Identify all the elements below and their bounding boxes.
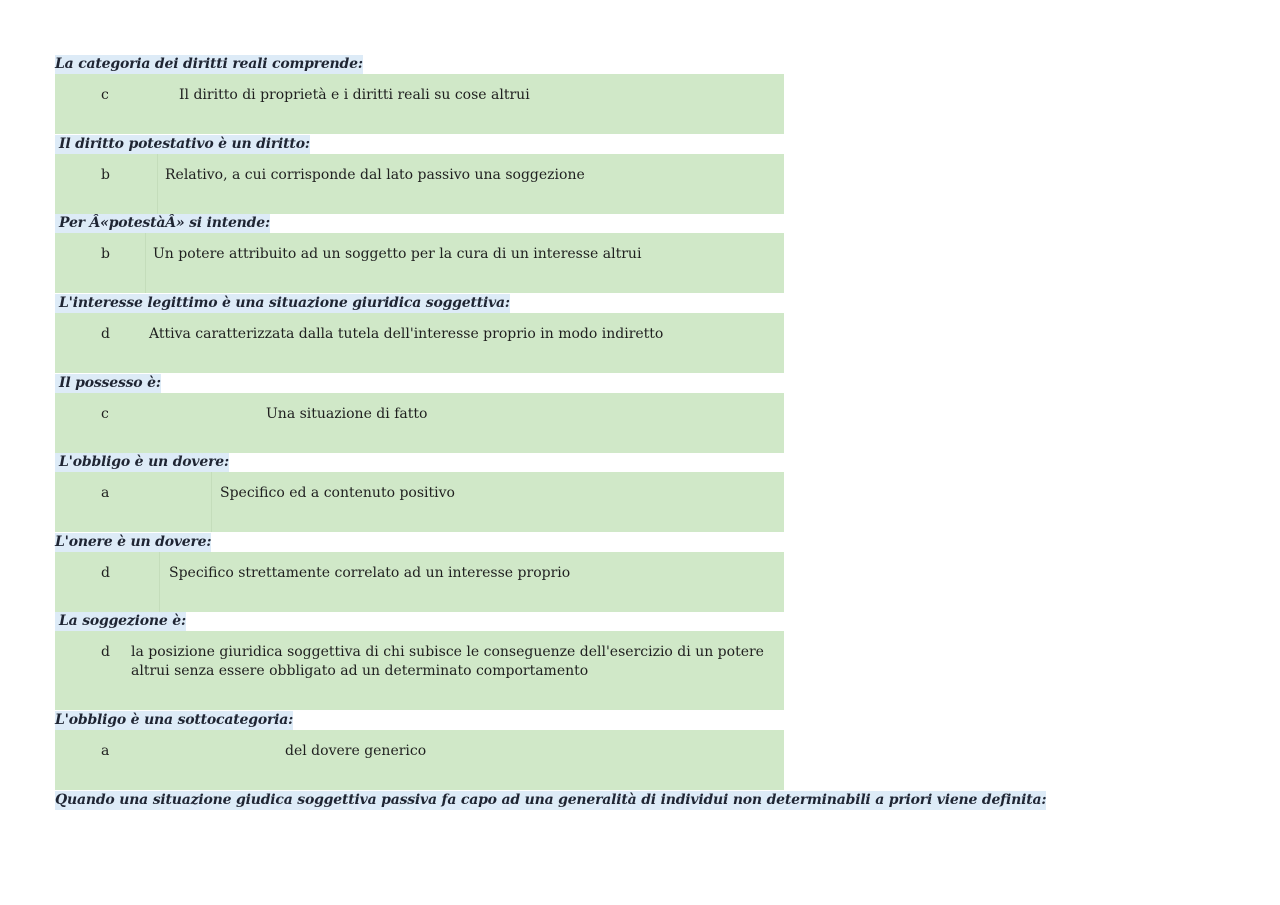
answer-text-6: Specifico ed a contenuto positivo (220, 485, 455, 501)
answer-text-5: Una situazione di fatto (266, 406, 428, 422)
answer-box-3 (55, 233, 784, 293)
answer-text-4: Attiva caratterizzata dalla tutela dell'interesse proprio in modo indiretto (149, 326, 664, 342)
answer-box-9 (55, 730, 784, 790)
question-7: L'onere è un dovere: (55, 534, 212, 550)
question-1: La categoria dei diritti reali comprende: (55, 56, 363, 72)
answer-letter-8: d (101, 644, 110, 660)
cell-divider (159, 552, 160, 612)
answer-letter-9: a (101, 743, 110, 759)
answer-box-2 (55, 154, 784, 214)
question-9: L'obbligo è una sottocategoria: (55, 712, 294, 728)
answer-letter-7: d (101, 565, 110, 581)
answer-box-8 (55, 631, 784, 710)
answer-box-7 (55, 552, 784, 612)
answer-box-6 (55, 472, 784, 532)
answer-text-2: Relativo, a cui corrisponde dal lato passivo una soggezione (165, 167, 585, 183)
cell-divider (157, 154, 158, 214)
answer-text-7: Specifico strettamente correlato ad un interesse proprio (169, 565, 571, 581)
answer-text-1: Il diritto di proprietà e i diritti reali su cose altrui (179, 87, 530, 103)
question-2: Il diritto potestativo è un diritto: (55, 135, 310, 154)
question-3: Per Â«potestàÂ» si intende: (55, 214, 270, 233)
answer-text-9: del dovere generico (285, 743, 427, 759)
question-8: La soggezione è: (55, 612, 186, 631)
answer-box-5 (55, 393, 784, 453)
question-4: L'interesse legittimo è una situazione giuridica soggettiva: (55, 294, 510, 313)
question-6: L'obbligo è un dovere: (55, 453, 229, 472)
answer-letter-3: b (101, 246, 110, 262)
answer-box-1 (55, 74, 784, 134)
final-question: Quando una situazione giudica soggettiva passiva fa capo ad una generalità di individui non determinabili a priori viene definita: (55, 792, 1047, 808)
answer-letter-6: a (101, 485, 110, 501)
answer-box-4 (55, 313, 784, 373)
cell-divider (211, 472, 212, 532)
answer-text-3: Un potere attribuito ad un soggetto per la cura di un interesse altrui (153, 246, 642, 262)
answer-letter-2: b (101, 167, 110, 183)
answer-letter-5: c (101, 406, 109, 422)
question-5: Il possesso è: (55, 374, 161, 393)
answer-letter-4: d (101, 326, 110, 342)
answer-text-8: la posizione giuridica soggettiva di chi subisce le conseguenze dell'esercizio di un potere altrui senza essere obbligato ad un determinato comportamento (131, 644, 764, 679)
answer-letter-1: c (101, 87, 109, 103)
cell-divider (145, 233, 146, 293)
